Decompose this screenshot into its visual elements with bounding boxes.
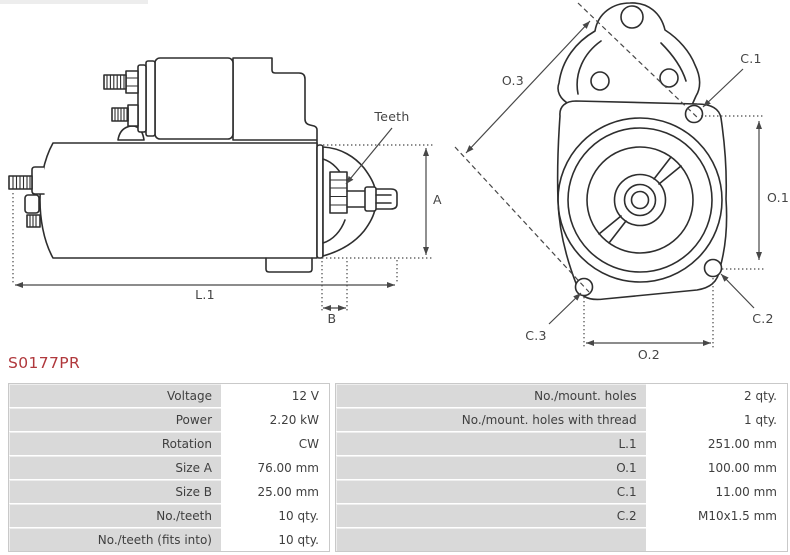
- drive-housing: [233, 58, 317, 145]
- table-row: [9, 528, 329, 551]
- table-row: [9, 480, 329, 503]
- spec-value: 25.00 mm: [223, 480, 329, 503]
- spec-label: C.1: [336, 480, 646, 503]
- solenoid-body: [155, 58, 233, 139]
- spec-value: 10 qty.: [223, 504, 329, 527]
- spec-label: Power: [9, 408, 221, 431]
- dim-label-c2: C.2: [752, 311, 774, 326]
- dim-label-o1: O.1: [767, 190, 790, 205]
- solenoid-terminal-nut: [126, 71, 138, 93]
- mount-flange-plate: [558, 101, 727, 299]
- dim-label-o3: O.3: [501, 73, 525, 88]
- spec-label: Size B: [9, 480, 221, 503]
- terminal-block-small: [25, 195, 39, 213]
- spec-value: 100.00 mm: [648, 456, 787, 479]
- terminal-block: [32, 167, 44, 194]
- pinion-shaft-cap: [365, 187, 376, 211]
- motor-body: [40, 143, 317, 258]
- table-row: [336, 456, 787, 479]
- spec-value: 251.00 mm: [648, 432, 787, 455]
- spec-label: O.1: [336, 456, 646, 479]
- spec-label: No./teeth (fits into): [9, 528, 221, 551]
- mount-flange-bell: [317, 145, 323, 258]
- spec-label: [336, 528, 646, 551]
- dim-label-o2: O.2: [637, 347, 661, 362]
- table-row: [9, 384, 329, 407]
- spec-value: 10 qty.: [223, 528, 329, 551]
- spec-label: Rotation: [9, 432, 221, 455]
- pinion-gear: [330, 172, 347, 213]
- top-eyelet-hole: [621, 6, 643, 28]
- table-row: [336, 384, 787, 407]
- part-number: S0177PR: [8, 354, 81, 372]
- spec-value: 2.20 kW: [223, 408, 329, 431]
- spec-table-right: [335, 383, 788, 552]
- table-row: [9, 408, 329, 431]
- dim-label-a: A: [433, 192, 442, 207]
- spec-label: No./mount. holes with thread: [336, 408, 646, 431]
- table-row: [9, 504, 329, 527]
- mounting-foot: [266, 258, 312, 272]
- dim-label-teeth: Teeth: [374, 109, 410, 124]
- spec-value: M10x1.5 mm: [648, 504, 787, 527]
- spec-label: C.2: [336, 504, 646, 527]
- table-row: [336, 528, 787, 551]
- table-row: [9, 432, 329, 455]
- spec-value: 76.00 mm: [223, 456, 329, 479]
- dim-label-c1: C.1: [740, 51, 762, 66]
- spec-table-left: [8, 383, 330, 552]
- spec-value: CW: [223, 432, 329, 455]
- dim-label-c3: C.3: [525, 328, 547, 343]
- spec-value: 12 V: [223, 384, 329, 407]
- spec-label: No./mount. holes: [336, 384, 646, 407]
- spec-label: No./teeth: [9, 504, 221, 527]
- bracket-hole-left: [591, 72, 609, 90]
- mount-hole-c2: [705, 260, 722, 277]
- spec-label: Voltage: [9, 384, 221, 407]
- spec-value: 11.00 mm: [648, 480, 787, 503]
- side-view-diagram: [9, 58, 442, 326]
- spec-tables: [8, 383, 788, 552]
- spec-value: 2 qty.: [648, 384, 787, 407]
- bracket-hole-right: [660, 69, 678, 87]
- table-row: [336, 432, 787, 455]
- table-row: [9, 456, 329, 479]
- front-view-diagram: [455, 3, 789, 362]
- spec-label: L.1: [336, 432, 646, 455]
- spec-label: Size A: [9, 456, 221, 479]
- table-row: [336, 408, 787, 431]
- dim-label-l1: L.1: [195, 287, 215, 302]
- spec-value: 1 qty.: [648, 408, 787, 431]
- table-row: [336, 504, 787, 527]
- table-row: [336, 480, 787, 503]
- dim-label-b: B: [327, 311, 337, 326]
- mount-hole-c3: [576, 279, 593, 296]
- spec-value: [648, 528, 787, 551]
